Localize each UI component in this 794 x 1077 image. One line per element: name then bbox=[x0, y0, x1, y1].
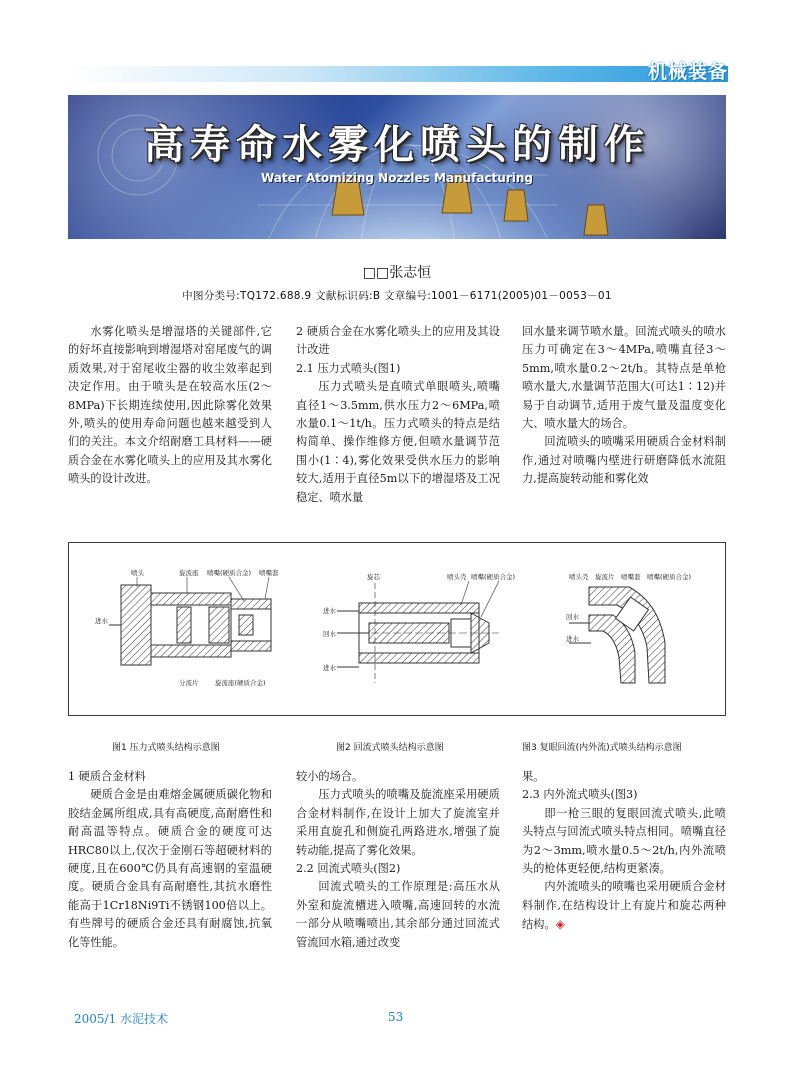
fig1-label-swirl-seat: 旋流座 bbox=[179, 569, 199, 577]
fig3-label-shell: 喷头壳 bbox=[569, 573, 589, 581]
fig3-label-return: 回水 bbox=[566, 613, 579, 621]
fig3-label-nozzle-sleeve: 喷嘴套 bbox=[621, 573, 641, 581]
figure-2-diagram bbox=[323, 572, 515, 683]
heading-2-2: 2.2 回流式喷头(图2) bbox=[296, 862, 401, 876]
column-3-upper bbox=[522, 323, 726, 489]
paragraph-2-2-end: 果。 bbox=[522, 770, 545, 783]
paragraph-2-3: 即一枪三眼的复眼回流式喷头,此喷头特点与回流式喷头特点相同。喷嘴直径为2～3mm,喷水量0.5～2t/h,内外流喷头的枪体更轻便,结构更紧凑。 bbox=[522, 806, 726, 876]
footer-issue: 2005/1 水泥技术 bbox=[74, 1012, 169, 1026]
caption-figure-3: 图3 复眼回流(内外流)式喷头结构示意图 bbox=[522, 743, 682, 753]
caption-figure-1: 图1 压力式喷头结构示意图 bbox=[112, 743, 220, 753]
paragraph-carbide: 硬质合金是由难熔金属硬质碳化物和胶结金属所组成,具有高硬度,高耐磨性和耐高温等特点。硬质合金的硬度可达HRC80以上,仅次于金刚石等超硬材料的硬度,且在600℃仍具有高速钢的室温硬度。硬质合金具有高耐磨性,其抗水磨性能高于1Cr18Ni9Ti不锈钢100倍以上。有些牌号的硬质合金还具有耐腐蚀,抗氧化等性能。 bbox=[68, 788, 272, 949]
fig2-label-inlet-bottom: 进水 bbox=[323, 664, 336, 672]
nozzle-diagrams bbox=[69, 543, 725, 715]
author: □□张志恒 bbox=[362, 265, 432, 281]
fig2-label-swirl-core: 旋芯 bbox=[367, 573, 380, 581]
paragraph-2-2-cont: 回水量来调节喷水量。回流式喷头的喷水压力可确定在3～4MPa,喷嘴直径3～5mm,喷水量0.2～2t/h。其特点是单枪喷水量大,水量调节范围大(可达1∶12)并易于自动调节,适用于废气量及温度变化大、喷水量大的场合。 bbox=[522, 325, 726, 431]
header-gradient-bar bbox=[68, 66, 728, 82]
fig1-label-nozzle-head: 喷头 bbox=[131, 569, 144, 577]
title-banner bbox=[68, 95, 726, 239]
fig1-label-swirl-seat-carbide: 旋流座(硬质合金) bbox=[215, 679, 266, 687]
classification-line: 中图分类号:TQ172.688.9 文献标识码:B 文章编号:1001－6171(2005)01－0053－01 bbox=[182, 290, 612, 302]
paragraph-2-1-cont: 较小的场合。 bbox=[296, 770, 364, 783]
column-2-upper bbox=[296, 323, 500, 507]
figure-3-diagram bbox=[566, 572, 691, 683]
fig1-label-nozzle-carbide: 喷嘴(硬质合金) bbox=[207, 569, 252, 577]
fig1-label-inlet: 进水 bbox=[95, 617, 108, 625]
figure-box bbox=[68, 542, 726, 716]
paragraph-2-2-nozzle: 回流喷头的喷嘴采用硬质合金材料制作,通过对喷嘴内壁进行研磨降低水流阻力,提高旋转动能和雾化效 bbox=[522, 435, 726, 486]
figure-1-diagram bbox=[95, 568, 279, 687]
paragraph-2-3-nozzle-text: 内外流喷头的喷嘴也采用硬质合金材料制作,在结构设计上有旋片和旋芯两种结构。 bbox=[522, 880, 726, 932]
paragraph-2-3-nozzle bbox=[522, 878, 726, 934]
banner-title: 高寿命水雾化喷头的制作 bbox=[144, 122, 650, 168]
fig1-label-nozzle-sleeve: 喷嘴套 bbox=[259, 569, 279, 577]
banner-subtitle: Water Atomizing Nozzles Manufacturing bbox=[261, 171, 533, 185]
heading-2-1: 2.1 压力式喷头(图1) bbox=[296, 361, 401, 375]
fig2-label-shell: 喷头壳 bbox=[447, 573, 467, 581]
fig2-label-inlet-top: 进水 bbox=[323, 607, 336, 615]
fig3-label-nozzle-carbide: 喷嘴(硬质合金) bbox=[647, 573, 692, 581]
paragraph-2-2: 回流式喷头的工作原理是:高压水从外室和旋流槽进入喷嘴,高速回转的水流一部分从喷嘴喷出,其余部分通过回流式管流回水箱,通过改变 bbox=[296, 880, 500, 949]
fig2-label-nozzle-carbide: 喷嘴(硬质合金) bbox=[471, 573, 516, 581]
intro-paragraph: 水雾化喷头是增湿塔的关键部件,它的好坏直接影响到增湿塔对窑尾废气的调质效果,对于窑尾收尘器的收尘效率起到决定作用。由于喷头是在较高水压(2～8MPa)下长期连续使用,因此除雾化效果外,喷头的使用寿命问题也越来越受到人们的关注。本文介绍耐磨工具材料——硬质合金在水雾化喷头上的应用及其水雾化喷头的设计改进。 bbox=[68, 325, 272, 486]
column-1-upper bbox=[68, 323, 272, 489]
heading-section-1: 1 硬质合金材料 bbox=[68, 770, 146, 783]
column-3-lower bbox=[522, 768, 726, 935]
page-number: 53 bbox=[388, 1010, 404, 1024]
heading-section-2: 2 硬质合金在水雾化喷头上的应用及其设计改进 bbox=[296, 325, 500, 357]
paragraph-2-1: 压力式喷头是直喷式单眼喷头,喷嘴直径1～3.5mm,供水压力2～6MPa,喷水量0.1～1t/h。压力式喷头的特点是结构简单、操作维修方便,但喷水量调节范围小(1∶4),雾化效果受供水压力的影响较大,适用于直径5m以下的增湿塔及工况稳定、喷水量 bbox=[296, 380, 500, 504]
fig3-label-swirl-plate: 旋流片 bbox=[595, 573, 615, 581]
column-1-lower bbox=[68, 768, 272, 952]
fig2-label-return: 回水 bbox=[323, 630, 336, 638]
end-mark-icon: ◈ bbox=[555, 917, 565, 932]
fig1-label-splitter: 分流片 bbox=[179, 679, 199, 687]
heading-2-3: 2.3 内外流式喷头(图3) bbox=[522, 788, 638, 802]
caption-figure-2: 图2 回流式喷头结构示意图 bbox=[336, 743, 444, 753]
fig3-label-inlet: 进水 bbox=[566, 635, 579, 643]
section-tag: 机械装备 bbox=[647, 61, 728, 83]
paragraph-2-1-nozzle: 压力式喷头的喷嘴及旋流座采用硬质合金材料制作,在设计上加大了旋流室并采用直旋孔和侧旋孔两路进水,增强了旋转动能,提高了雾化效果。 bbox=[296, 788, 500, 857]
column-2-lower bbox=[296, 768, 500, 952]
